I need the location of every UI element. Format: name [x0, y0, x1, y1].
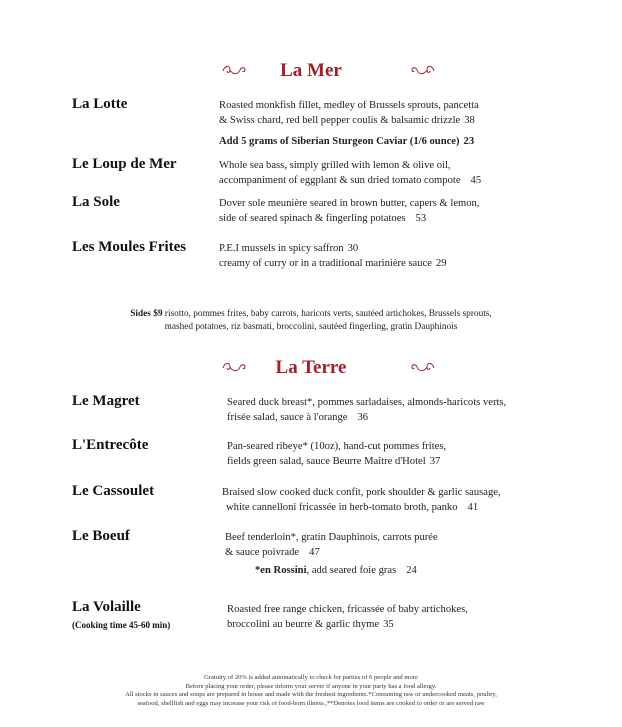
dish-price: 45 [470, 175, 482, 186]
addon-price: 23 [463, 136, 475, 147]
footer-line: Gratuity of 20% is added automatically to check for parties of 6 people and more [204, 674, 418, 681]
addon-price: 24 [406, 565, 417, 576]
scroll-flourish-icon [221, 360, 247, 374]
dish-name: La Sole [72, 194, 120, 210]
desc-line: Roasted free range chicken, fricassée of baby artichokes, [227, 604, 468, 615]
desc-text: side of seared spinach & fingerling potatoes [219, 213, 406, 224]
dish-description [227, 602, 468, 632]
desc-line [225, 545, 438, 560]
footer-line: seafood, shellfish and eggs may increase your risk of food-born illness.,**Denotes food items are cooked to order or are served raw [137, 699, 485, 707]
desc-text: white cannelloni fricassée in herb-tomato broth, panko [226, 502, 458, 513]
desc-line [227, 617, 468, 632]
sides-text: risotto, pommes frites, baby carrots, haricots verts, sautéed artichokes, Brussels sprouts, [164, 309, 492, 319]
footer-line: Before placing your order, please inform your server if anyone in your party has a food allergy. [185, 682, 437, 690]
scroll-flourish-icon [410, 360, 436, 374]
dish-description [225, 530, 438, 560]
sides-label: Sides $9 [130, 309, 163, 319]
desc-text: creamy of curry or in a traditional marinière sauce [219, 258, 432, 269]
dish-price: 41 [467, 502, 479, 513]
dish-name: Les Moules Frites [72, 239, 187, 255]
dish-name: La Volaille [72, 599, 141, 615]
desc-line [219, 113, 479, 128]
desc-text: & sauce poivrade [225, 547, 300, 558]
desc-text: & Swiss chard, red bell pepper coulis & balsamic drizzle [219, 115, 461, 126]
desc-text: accompaniment of eggplant & sun dried tomato compote [219, 175, 461, 186]
section-title-la-mer: La Mer [280, 60, 342, 81]
scroll-flourish-icon [221, 63, 247, 77]
desc-text: frisée salad, sauce à l'orange [227, 412, 348, 423]
dish-description [219, 158, 481, 188]
desc-line [219, 241, 447, 256]
scroll-flourish-icon [410, 63, 436, 77]
desc-line [227, 410, 506, 425]
desc-line: Seared duck breast*, pommes sarladaises, almonds-haricots verts, [227, 397, 507, 408]
la-terre-header [0, 357, 622, 379]
desc-line: Whole sea bass, simply grilled with lemon & olive oil, [219, 160, 451, 171]
dish-price: 35 [383, 619, 394, 630]
dish-description [222, 485, 501, 515]
dish-addon [219, 134, 474, 149]
dish-price: 37 [429, 456, 441, 467]
dish-description [219, 196, 480, 226]
dish-price: 38 [464, 115, 475, 126]
la-mer-header [0, 60, 622, 82]
addon-text: Add 5 grams of Siberian Sturgeon Caviar (1/6 ounce) [219, 136, 460, 147]
sides-note [0, 308, 622, 334]
desc-line [227, 454, 446, 469]
dish-price: 47 [309, 547, 320, 558]
desc-line: Beef tenderloin*, gratin Dauphinois, carrots purée [225, 532, 438, 543]
addon-text: , add seared foie gras [306, 565, 397, 576]
dish-description [219, 241, 447, 271]
dish-name: Le Cassoulet [72, 483, 155, 499]
sides-line: mashed potatoes, riz basmati, broccolini, sautéed fingerling, gratin Dauphinois [164, 322, 458, 332]
footer-line: All stocks in sauces and soups are prepared in house and made with the freshest ingredients.*Consuming raw or undercooked meats, poultry, [125, 691, 497, 699]
desc-line: Dover sole meunière seared in brown butter, capers & lemon, [219, 198, 480, 209]
addon-bold-text: *en Rossini [255, 565, 307, 576]
dish-price: 53 [415, 213, 427, 224]
desc-line: Pan-seared ribeye* (10oz), hand-cut pommes frites, [227, 441, 447, 452]
dish-name: L'Entrecôte [72, 437, 149, 453]
dish-subtitle: (Cooking time 45-60 min) [72, 620, 171, 630]
dish-description [227, 395, 506, 425]
dish-name: Le Boeuf [72, 528, 130, 544]
dish-price: 30 [347, 243, 359, 254]
desc-line [222, 500, 501, 515]
desc-text: P.E.I mussels in spicy saffron [219, 243, 344, 254]
desc-text: fields green salad, sauce Beurre Maître d'Hotel [227, 456, 426, 467]
dish-description [219, 98, 479, 128]
dish-name: Le Loup de Mer [72, 156, 177, 172]
desc-line [219, 173, 481, 188]
dish-addon [255, 563, 417, 578]
sides-line [0, 308, 622, 321]
dish-price: 29 [435, 258, 447, 269]
desc-line [219, 256, 447, 271]
dish-description [227, 439, 446, 469]
desc-line: Braised slow cooked duck confit, pork shoulder & garlic sausage, [222, 487, 501, 498]
dish-name: Le Magret [72, 393, 140, 409]
dish-price: 36 [357, 412, 369, 423]
desc-line: Roasted monkfish fillet, medley of Brussels sprouts, pancetta [219, 100, 479, 111]
footer-notes [0, 674, 622, 708]
desc-line [219, 211, 480, 226]
section-title-la-terre: La Terre [275, 357, 347, 378]
desc-text: broccolini au beurre & garlic thyme [227, 619, 380, 630]
dish-name: La Lotte [72, 96, 128, 112]
